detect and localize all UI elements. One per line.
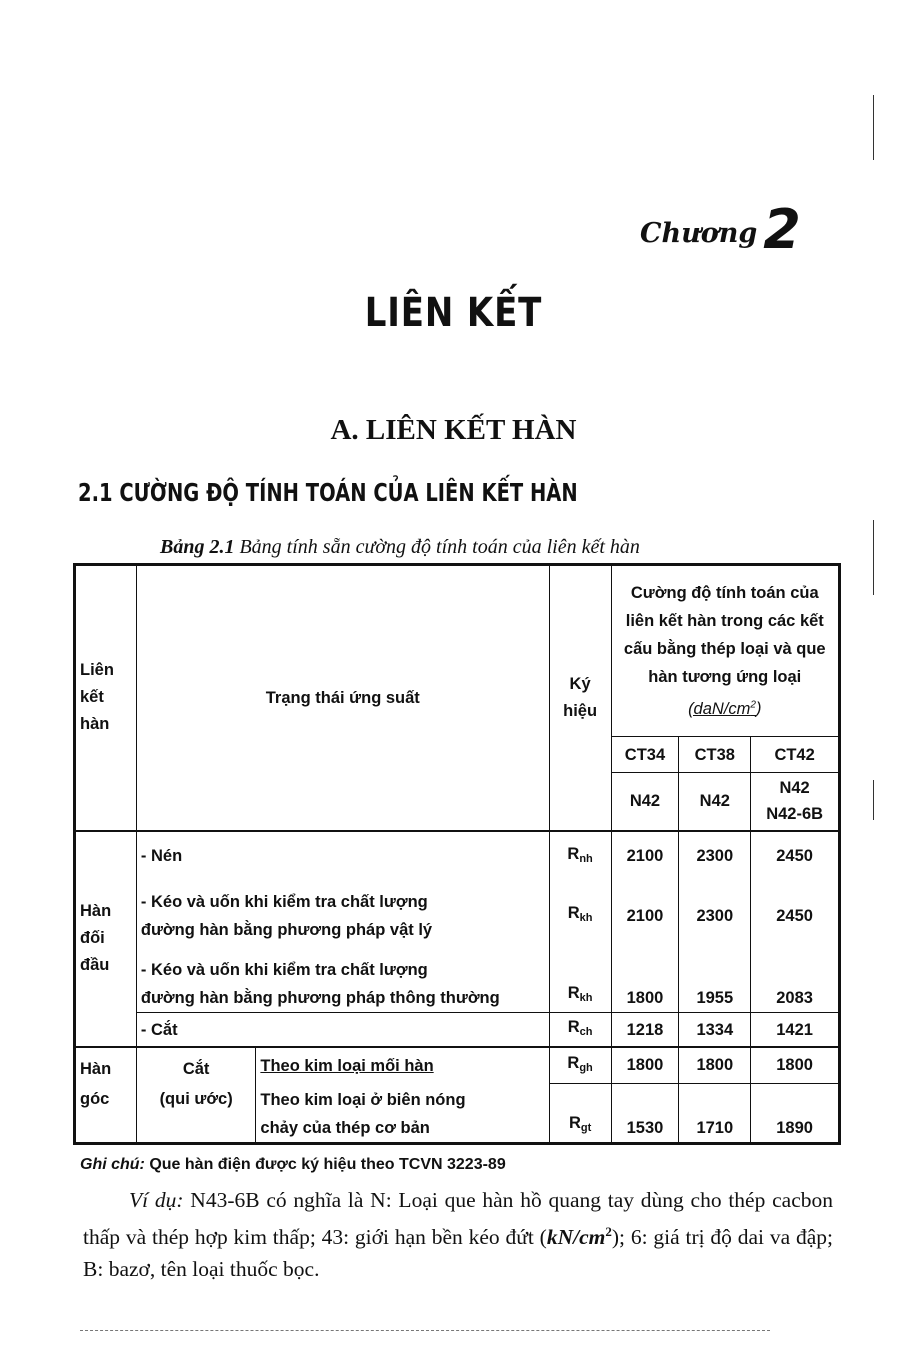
- symbol: $R_{ch}$: [549, 1013, 611, 1048]
- value: 1890: [751, 1083, 840, 1143]
- table-note: [80, 1156, 506, 1174]
- table-row: [75, 831, 840, 881]
- chapter-label: [640, 198, 801, 261]
- symbol: $R_{nh}$: [549, 831, 611, 881]
- value: 2300: [679, 881, 751, 951]
- value: 1421: [751, 1013, 840, 1048]
- section-2-1-heading: 2.1 CƯỜNG ĐỘ TÍNH TOÁN CỦA LIÊN KẾT HÀN: [78, 478, 578, 507]
- steel-ct34: CT34: [611, 737, 679, 773]
- note-text: Que hàn điện được ký hiệu theo TCVN 3223-89: [144, 1156, 506, 1173]
- value: 1800: [751, 1047, 840, 1083]
- header-strength: Cường độ tính toán của liên kết hàn trong các kết cấu bằng thép loại và que hàn tương ứng loại $(daN/cm^2)$: [611, 565, 839, 737]
- state-fusion-boundary: Theo kim loại ở biên nóng chảy của thép cơ bản: [256, 1083, 549, 1143]
- table-caption-text: Bảng tính sẵn cường độ tính toán của liên kết hàn: [239, 536, 640, 558]
- scan-mark: [873, 780, 874, 820]
- fillet-weld-label: Hàn góc: [75, 1047, 137, 1143]
- section-a-heading: A. LIÊN KẾT HÀN: [330, 414, 577, 446]
- header-symbol: Ký hiệu: [549, 565, 611, 831]
- symbol: $R_{kh}$: [549, 881, 611, 951]
- table-row: [75, 1013, 840, 1048]
- example-label: Ví dụ:: [129, 1188, 184, 1212]
- state-compression: - Nén: [136, 831, 549, 881]
- table-caption-label: Bảng 2.1: [160, 536, 235, 558]
- symbol: $R_{gh}$: [549, 1047, 611, 1083]
- value: 1530: [611, 1083, 679, 1143]
- value: 1334: [679, 1013, 751, 1048]
- table-row: [75, 1047, 840, 1083]
- page-footer-rule: [80, 1330, 770, 1331]
- example-paragraph: Ví dụ: N43-6B có nghĩa là N: Loại que hàn hồ quang tay dùng cho thép cacbon thấp và thép hợp kim thấp; 43: giới hạn bền kéo đứt $(kN/cm^2)$; 6: giá trị độ dai va đập; B: bazơ, tên loại thuốc bọc.: [83, 1188, 833, 1282]
- value: 2450: [751, 831, 840, 881]
- value: 1218: [611, 1013, 679, 1048]
- electrode-2: N42: [679, 773, 751, 831]
- value: 2300: [679, 831, 751, 881]
- value: 1800: [611, 1047, 679, 1083]
- value: 1710: [679, 1083, 751, 1143]
- state-weld-metal: Theo kim loại mối hàn: [256, 1047, 549, 1083]
- symbol: $R_{gt}$: [549, 1083, 611, 1143]
- scan-mark: [873, 520, 874, 595]
- butt-weld-label: Hàn đối đầu: [75, 831, 137, 1048]
- steel-ct42: CT42: [751, 737, 840, 773]
- electrode-1: N42: [611, 773, 679, 831]
- scan-mark: [873, 95, 874, 160]
- value: 2450: [751, 881, 840, 951]
- chapter-title: LIÊN KẾT: [364, 290, 543, 336]
- chapter-number: 2: [763, 198, 801, 261]
- chapter-word: Chương: [640, 218, 758, 249]
- table-row: [75, 951, 840, 1013]
- steel-ct38: CT38: [679, 737, 751, 773]
- table-caption: [160, 536, 640, 559]
- state-tension-physical: - Kéo và uốn khi kiểm tra chất lượng đường hàn bằng phương pháp vật lý: [136, 881, 549, 951]
- state-tension-regular: - Kéo và uốn khi kiểm tra chất lượng đường hàn bằng phương pháp thông thường: [136, 951, 549, 1013]
- table-row: [75, 881, 840, 951]
- symbol: $R_{kh}$: [549, 951, 611, 1013]
- value: 2100: [611, 831, 679, 881]
- value: 1955: [679, 951, 751, 1013]
- note-label: Ghi chú:: [80, 1156, 145, 1173]
- state-shear: - Cắt: [136, 1013, 549, 1048]
- value: 1800: [679, 1047, 751, 1083]
- value: 2100: [611, 881, 679, 951]
- weld-strength-table: [73, 563, 841, 1145]
- fillet-shear-label: Cắt (qui ước): [136, 1047, 255, 1143]
- value: 2083: [751, 951, 840, 1013]
- header-joint: Liên kết hàn: [75, 565, 137, 831]
- header-state: Trạng thái ứng suất: [136, 565, 549, 831]
- value: 1800: [611, 951, 679, 1013]
- electrode-3: N42 N42-6B: [751, 773, 840, 831]
- header-unit: $(daN/cm^2)$: [688, 699, 762, 718]
